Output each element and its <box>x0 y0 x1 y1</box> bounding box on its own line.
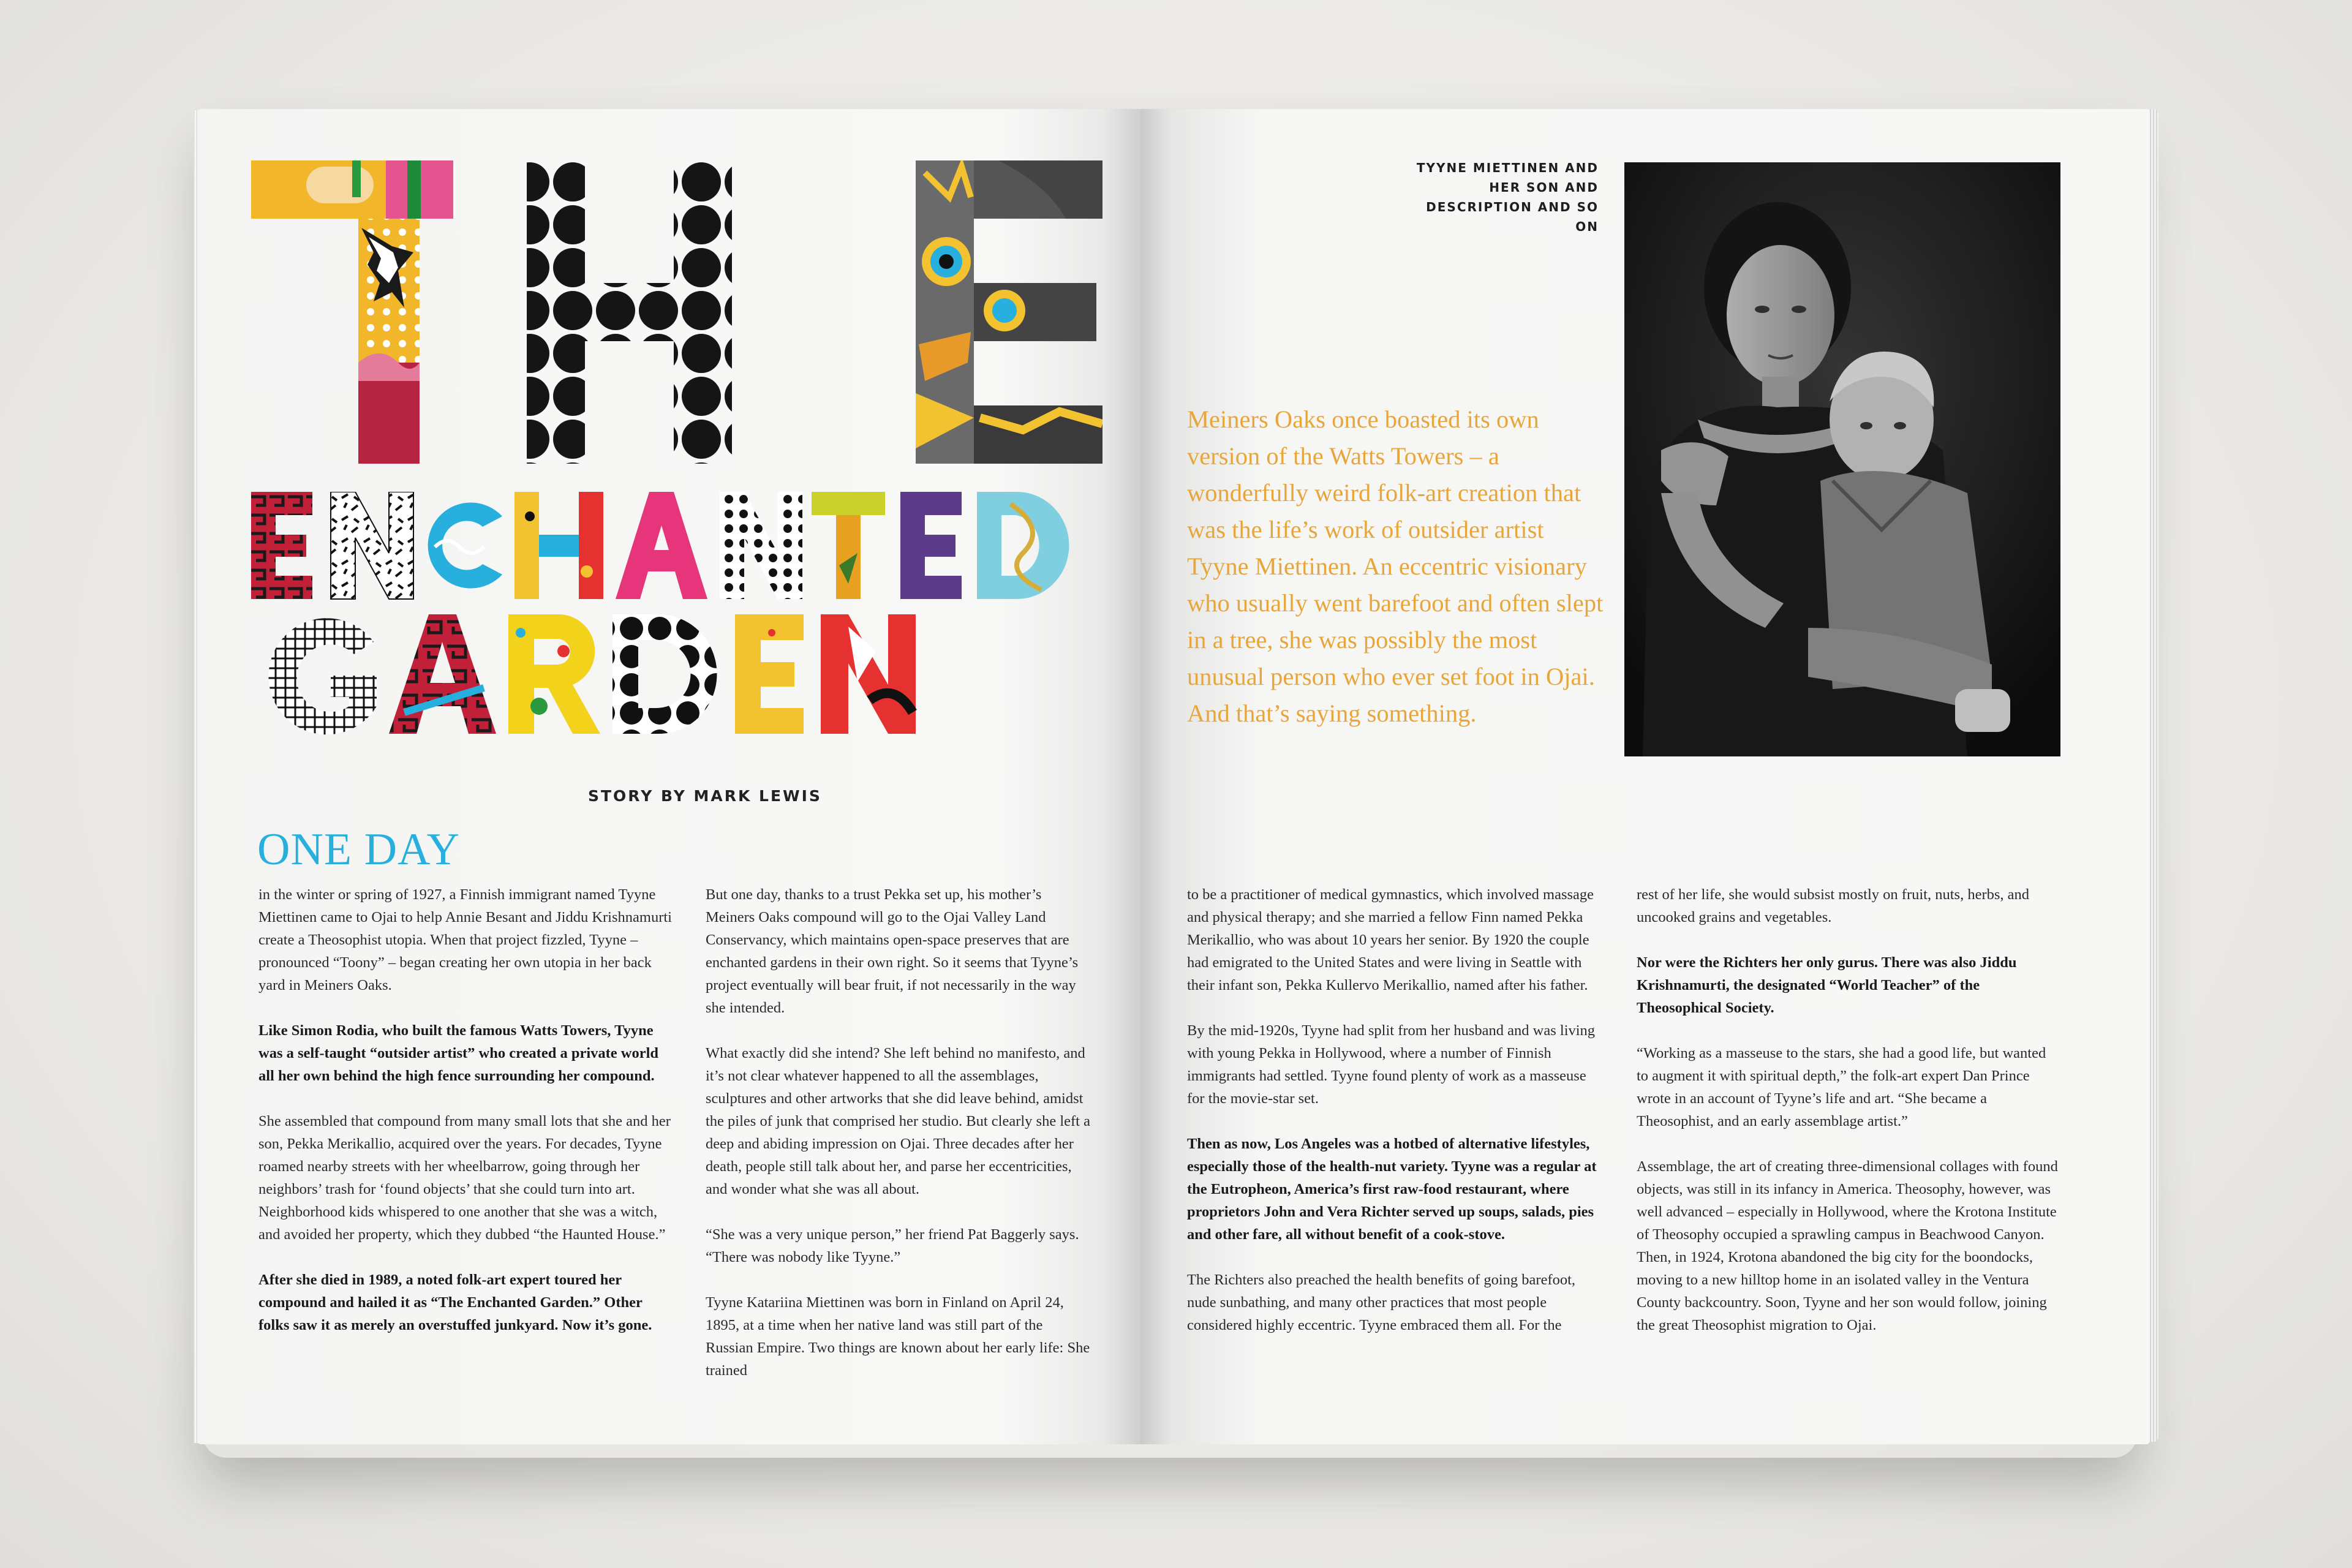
paragraph: in the winter or spring of 1927, a Finnish immigrant named Tyyne Miettinen came to Ojai to help Annie Besant and Jiddu Krishnamurti create a Theosophist utopia. When that project fizzled, Tyyne – pronounced “Toony” – began creating her own utopia in her back yard in Meiners Oaks. <box>258 886 672 993</box>
title-letter-r <box>508 614 600 734</box>
title-letter-e2 <box>251 492 312 599</box>
title-letter-a2 <box>389 614 496 734</box>
title-letter-n3 <box>821 614 916 734</box>
paragraph: “Working as a masseuse to the stars, she had a good life, but wanted to augment it with spiritual depth,” the folk-art expert Dan Prince wrote in an account of Tyyne’s life and art. “She became a Theosophist, and an early assemblage artist.” <box>1637 1045 2046 1129</box>
title-letter-n2 <box>720 492 802 599</box>
title-letter-h <box>527 160 732 464</box>
title-letter-t2 <box>812 492 885 599</box>
section-heading: ONE DAY <box>257 824 461 875</box>
paragraph: Assemblage, the art of creating three-dimensional collages with found objects, was still in its infancy in America. Theosophy, however, was well advanced – especially in Hollywood, where the Krotona Institute of Theosophy occupied a sprawling campus in Beachwood Canyon. Then, in 1924, Krotona abandoned the big city for the boondocks, moving to a new hilltop home in an isolated valley in the Ventura County backcountry. Soon, Tyyne and her son would follow, joining the great Theosophist migration to Ojai. <box>1637 1158 2058 1333</box>
right-column-2 <box>1637 883 2059 1359</box>
paragraph: Like Simon Rodia, who built the famous Watts Towers, Tyyne was a self-taught “outsider artist” who created a private world all her own behind the high fence surrounding her compound. <box>258 1022 659 1084</box>
title-letter-n <box>331 492 413 599</box>
title-letter-t <box>251 160 453 464</box>
paragraph: The Richters also preached the health benefits of going barefoot, nude sunbathing, and many other practices that most people considered highly eccentric. Tyyne embraced them all. For the <box>1187 1272 1576 1333</box>
left-column-2 <box>706 883 1091 1404</box>
pull-quote: Meiners Oaks once boasted its own version of the Watts Towers – a wonderfully weird folk-art creation that was the life’s work of outsider artist Tyyne Miettinen. An eccentric visionary who usually went barefoot and often slept in a tree, she was possibly the most unusual person who ever set foot in Ojai. And that’s saying something. <box>1187 405 1604 727</box>
paragraph: By the mid-1920s, Tyyne had split from her husband and was living with young Pekka in Hollywood, where a number of Finnish immigrants had settled. Tyyne found plenty of work as a masseuse for the movie-star set. <box>1187 1022 1596 1107</box>
paragraph: After she died in 1989, a noted folk-art expert toured her compound and hailed it as “The Enchanted Garden.” Other folks saw it as merely an overstuffed junkyard. Now it’s gone. <box>258 1272 652 1333</box>
right-column-1 <box>1187 883 1604 1359</box>
photo-caption: TYYNE MIETTINEN AND HER SON AND DESCRIPTION AND SO ON <box>1416 160 1599 234</box>
paragraph: “She was a very unique person,” her friend Pat Baggerly says. “There was nobody like Tyyne.” <box>706 1226 1079 1265</box>
title-letter-a <box>616 492 707 599</box>
byline: STORY BY MARK LEWIS <box>588 787 822 805</box>
paragraph: Tyyne Katariina Miettinen was born in Finland on April 24, 1895, at a time when her native land was still part of the Russian Empire. Two things are known about her early life: She trained <box>706 1294 1090 1379</box>
title-letter-c <box>428 503 502 589</box>
paragraph: Then as now, Los Angeles was a hotbed of alternative lifestyles, especially those of the health-nut variety. Tyyne was a regular at the Eutropheon, America’s first raw-food restaurant, where proprietors John and Vera Richter served up soups, salads, pies and other fare, all without benefit of a cook-stove. <box>1187 1136 1597 1243</box>
paragraph: rest of her life, she would subsist mostly on fruit, nuts, herbs, and uncooked grains and vegetables. <box>1637 886 2030 925</box>
title-letter-g <box>268 618 377 734</box>
title-letter-h2 <box>514 492 603 599</box>
vintage-photo <box>1624 162 2060 756</box>
title-line-garden <box>251 614 1102 737</box>
title-line-enchanted <box>251 492 1102 602</box>
left-column-1 <box>258 883 675 1359</box>
paragraph: Nor were the Richters her only gurus. There was also Jiddu Krishnamurti, the designated “World Teacher” of the Theosophical Society. <box>1637 954 2017 1016</box>
title-letter-e3 <box>900 492 962 599</box>
paragraph: But one day, thanks to a trust Pekka set up, his mother’s Meiners Oaks compound will go to the Ojai Valley Land Conservancy, which maintains open-space preserves that are enchanted gardens in their own right. So it seems that Tyyne’s project eventually will bear fruit, if not necessarily in the way she intended. <box>706 886 1079 1016</box>
title-letter-d <box>977 492 1069 599</box>
paragraph: What exactly did she intend? She left behind no manifesto, and it’s not clear whatever happened to all the assemblages, sculptures and other artworks that she did leave behind, amidst the piles of junk that comprised her studio. But clearly she left a deep and abiding impression on Ojai. Three decades after her death, people still talk about her, and parse her eccentricities, and wonder what she was all about. <box>706 1045 1090 1197</box>
paragraph: She assembled that compound from many small lots that she and her son, Pekka Merikallio, acquired over the years. For decades, Tyyne roamed nearby streets with her wheelbarrow, going through her neighbors’ trash for ‘found objects’ that she could turn into art. Neighborhood kids whispered to one another that she was a witch, and avoided her property, which they dubbed “the Haunted House.” <box>258 1113 671 1243</box>
title-letter-e <box>916 160 1102 464</box>
title-letter-d2 <box>612 614 717 734</box>
paragraph: to be a practitioner of medical gymnastics, which involved massage and physical therapy; and she married a fellow Finn named Pekka Merikallio, who was about 10 years her senior. By 1920 the couple had emigrated to the United States and were living in Seattle with their infant son, Pekka Kullervo Merikallio, named after his father. <box>1187 886 1594 993</box>
title-line-the <box>251 160 1102 467</box>
title-letter-e4 <box>735 614 804 734</box>
